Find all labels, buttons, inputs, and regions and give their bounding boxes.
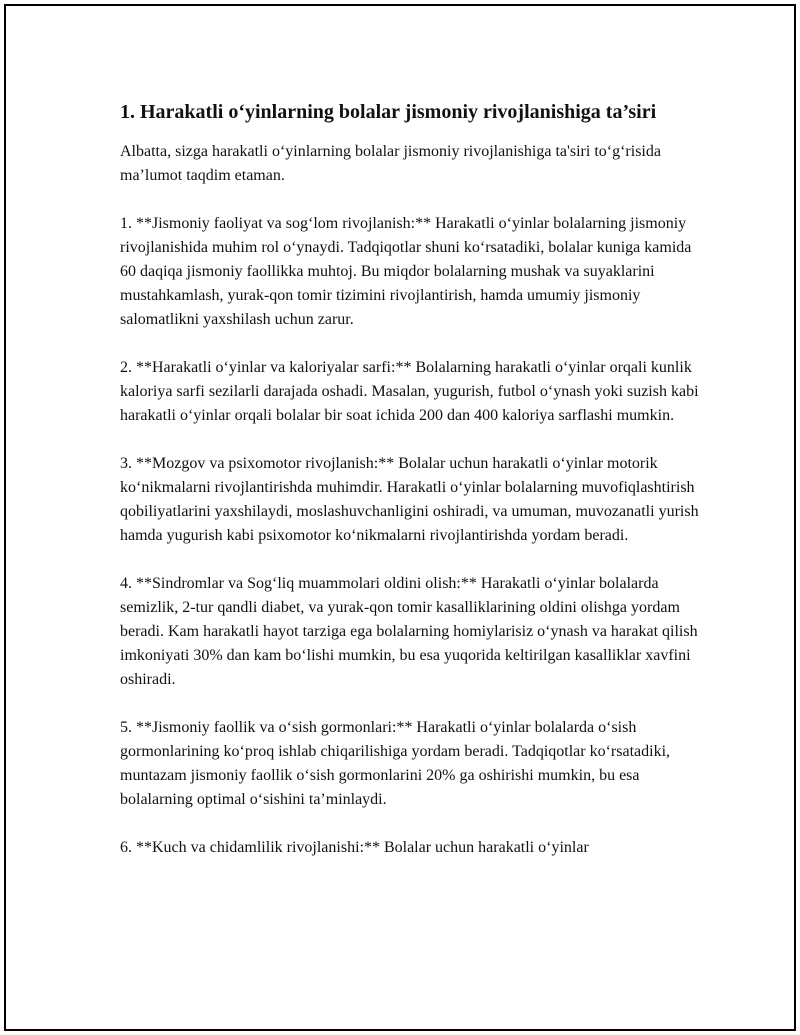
paragraph-disease-prevention: 4. **Sindromlar va Sog‘liq muammolari oldini olish:** Harakatli o‘yinlar bolalarda semizlik, 2-tur qandli diabet, va yurak-qon tomir kasalliklarining oldini olishga yordam beradi. Kam harakatli hayot tarziga ega bolalarning homiylarisiz o‘ynash va harakat qilish imkoniyati 30% dan kam bo‘lishi mumkin, bu esa yuqorida keltirilgan kasalliklar xavfini oshiradi. (120, 575, 698, 688)
paragraph-strength-endurance: 6. **Kuch va chidamlilik rivojlanishi:** Bolalar uchun harakatli o‘yinlar (120, 839, 589, 856)
section-heading: 1. Harakatli o‘yinlarning bolalar jismoniy rivojlanishiga ta’siri (120, 101, 657, 123)
document-page (4, 4, 796, 1031)
paragraph-physical-activity: 1. **Jismoniy faoliyat va sog‘lom rivojlanish:** Harakatli o‘yinlar bolalarning jismoniy rivojlanishida muhim rol o‘ynaydi. Tadqiqotlar shuni ko‘rsatadiki, bolalar kuniga kamida 60 daqiqa jismoniy faollikka muhtoj. Bu miqdor bolalarning mushak va suyaklarini mustahkamlash, yurak-qon tomir tizimini rivojlantirish, hamda umumiy jismoniy salomatlikni yaxshilash uchun zarur. (120, 215, 692, 328)
intro-paragraph: Albatta, sizga harakatli o‘yinlarning bolalar jismoniy rivojlanishiga ta'siri to‘g‘risida ma’lumot taqdim etaman. (120, 143, 661, 184)
paragraph-psychomotor: 3. **Mozgov va psixomotor rivojlanish:** Bolalar uchun harakatli o‘yinlar motorik ko‘nikmalarni rivojlantirishda muhimdir. Harakatli o‘yinlar bolalarning muvofiqlashtirish qobiliyatlarini yaxshilaydi, moslashuvchanligini oshiradi, va umuman, muvozanatli yurish hamda yugurish kabi psixomotor ko‘nikmalarni rivojlantirishda yordam beradi. (120, 455, 699, 544)
document-body (120, 98, 700, 860)
paragraph-calories: 2. **Harakatli o‘yinlar va kaloriyalar sarfi:** Bolalarning harakatli o‘yinlar orqali kunlik kaloriya sarfi sezilarli darajada oshadi. Masalan, yugurish, futbol o‘ynash yoki suzish kabi harakatli o‘yinlar orqali bolalar bir soat ichida 200 dan 400 kaloriya sarflashi mumkin. (120, 359, 699, 424)
paragraph-growth-hormones: 5. **Jismoniy faollik va o‘sish gormonlari:** Harakatli o‘yinlar bolalarda o‘sish gormonlarining ko‘proq ishlab chiqarilishiga yordam beradi. Tadqiqotlar ko‘rsatadiki, muntazam jismoniy faollik o‘sish gormonlarini 20% ga oshirishi mumkin, bu esa bolalarning optimal o‘sishini ta’minlaydi. (120, 719, 671, 808)
